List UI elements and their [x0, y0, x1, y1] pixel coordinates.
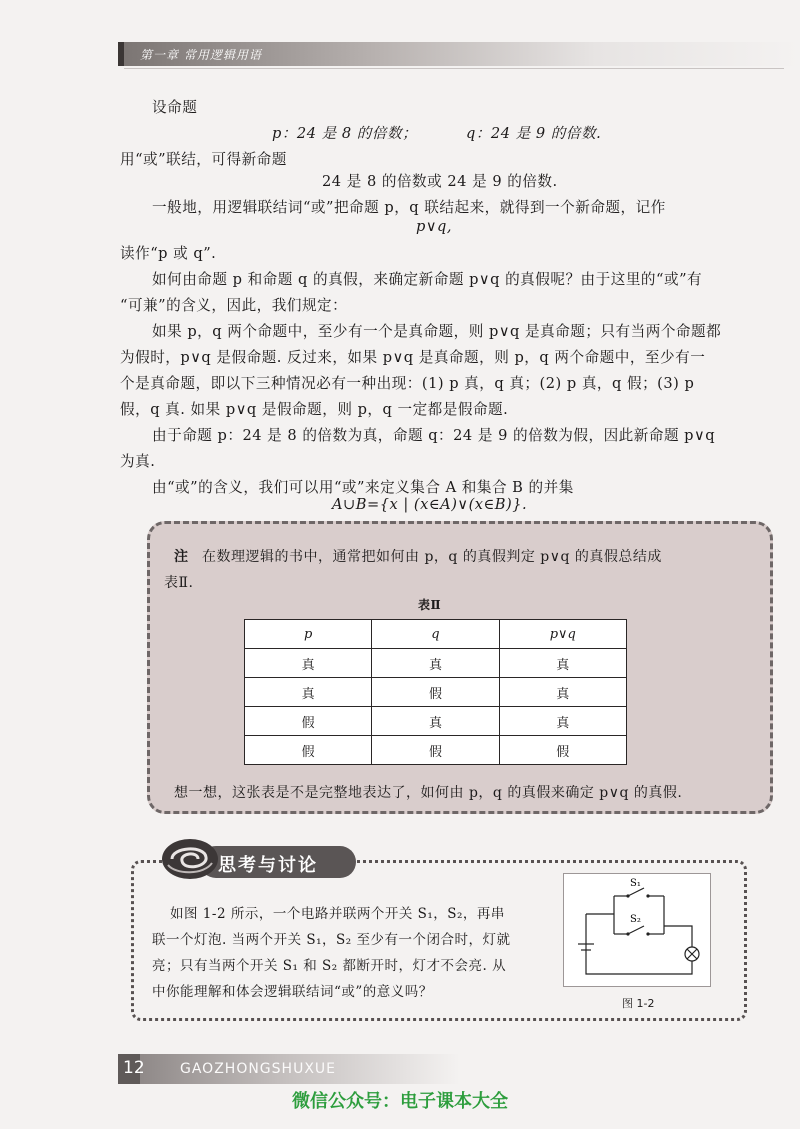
body-line: 设命题 — [152, 99, 198, 116]
body-line: 由“或”的含义，我们可以用“或”来定义集合 A 和集合 B 的并集 — [152, 479, 574, 496]
table-cell: 真 — [245, 678, 372, 707]
table-cell: 假 — [245, 736, 372, 765]
body-line: 为真. — [120, 453, 156, 470]
body-line: “可兼”的含义，因此，我们规定： — [120, 297, 348, 314]
table-row — [245, 649, 627, 678]
header-mark — [118, 42, 124, 66]
note-line: 在数理逻辑的书中，通常把如何由 p，q 的真假判定 p∨q 的真假总结成 — [202, 549, 662, 565]
body-line: 假，q 真. 如果 p∨q 是假命题，则 p，q 一定都是假命题. — [120, 401, 509, 418]
body-line: 为假时，p∨q 是假命题. 反过来，如果 p∨q 是真命题，则 p，q 两个命题中，至少有一 — [120, 349, 706, 366]
table-cell: 真 — [499, 707, 626, 736]
note-line: 表Ⅱ. — [164, 575, 194, 591]
badge-label: 思考与讨论 — [218, 855, 318, 876]
table-header-cell: q — [372, 620, 499, 649]
circuit-figure — [563, 873, 711, 987]
table-row — [245, 678, 627, 707]
chapter-header — [118, 42, 800, 66]
table-cell: 假 — [245, 707, 372, 736]
swirl-icon — [160, 835, 224, 881]
body-line: 由于命题 p：24 是 8 的倍数为真，命题 q：24 是 9 的倍数为假，因此新命题 p∨q — [152, 427, 716, 444]
note-label: 注 — [174, 549, 189, 565]
table-cell: 真 — [245, 649, 372, 678]
body-line: 如果 p，q 两个命题中，至少有一个是真命题，则 p∨q 是真命题；只有当两个命题都 — [152, 323, 722, 340]
table-cell: 真 — [372, 707, 499, 736]
discussion-badge — [160, 835, 358, 881]
table-cell: 真 — [499, 649, 626, 678]
formula-p-or-q: p∨q, — [416, 218, 453, 235]
proposition-p: p：24 是 8 的倍数； — [272, 125, 418, 142]
series-name: GAOZHONGSHUXUE — [180, 1061, 337, 1077]
body-line: 用“或”联结，可得新命题 — [120, 151, 287, 168]
table-header-cell: p — [245, 620, 372, 649]
table-row — [245, 707, 627, 736]
table-cell: 假 — [499, 736, 626, 765]
body-line: 一般地，用逻辑联结词“或”把命题 p，q 联结起来，就得到一个新命题，记作 — [152, 199, 666, 216]
body-line: 如何由命题 p 和命题 q 的真假，来确定新命题 p∨q 的真假呢？由于这里的“或”有 — [152, 271, 703, 288]
truth-table — [244, 619, 627, 765]
switch-s2-label: S₂ — [630, 914, 641, 925]
table-cell: 真 — [499, 678, 626, 707]
figure-caption: 图 1-2 — [622, 997, 655, 1010]
table-header-cell: p∨q — [499, 620, 626, 649]
note-box — [147, 521, 773, 814]
body-line: 读作“p 或 q”. — [120, 245, 217, 262]
header-divider — [124, 68, 784, 69]
think-question: 想一想，这张表是不是完整地表达了，如何由 p，q 的真假来确定 p∨q 的真假. — [174, 785, 683, 801]
table-header-row — [245, 620, 627, 649]
union-formula: A∪B={x | (x∈A)∨(x∈B)}. — [332, 496, 528, 513]
chapter-title: 第一章 常用逻辑用语 — [140, 48, 262, 62]
table-cell: 假 — [372, 678, 499, 707]
table-title: 表Ⅱ — [418, 598, 442, 612]
table-row — [245, 736, 627, 765]
table-cell: 假 — [372, 736, 499, 765]
compound-proposition: 24 是 8 的倍数或 24 是 9 的倍数. — [322, 173, 558, 190]
watermark: 微信公众号：电子课本大全 — [292, 1091, 508, 1112]
circuit-diagram — [564, 874, 710, 986]
table-cell: 真 — [372, 649, 499, 678]
discussion-line: 如图 1-2 所示，一个电路并联两个开关 S₁，S₂，再串 — [170, 906, 505, 922]
switch-s1-label: S₁ — [630, 878, 641, 889]
discussion-line: 联一个灯泡. 当两个开关 S₁，S₂ 至少有一个闭合时，灯就 — [152, 932, 511, 948]
discussion-line: 亮；只有当两个开关 S₁ 和 S₂ 都断开时，灯才不会亮. 从 — [152, 958, 507, 974]
page-number: 12 — [123, 1058, 145, 1078]
discussion-line: 中你能理解和体会逻辑联结词“或”的意义吗？ — [152, 984, 433, 1000]
body-line: 个是真命题，即以下三种情况必有一种出现：(1) p 真，q 真；(2) p 真，q 假；(3) p — [120, 375, 695, 392]
proposition-q: q：24 是 9 的倍数. — [466, 125, 602, 142]
